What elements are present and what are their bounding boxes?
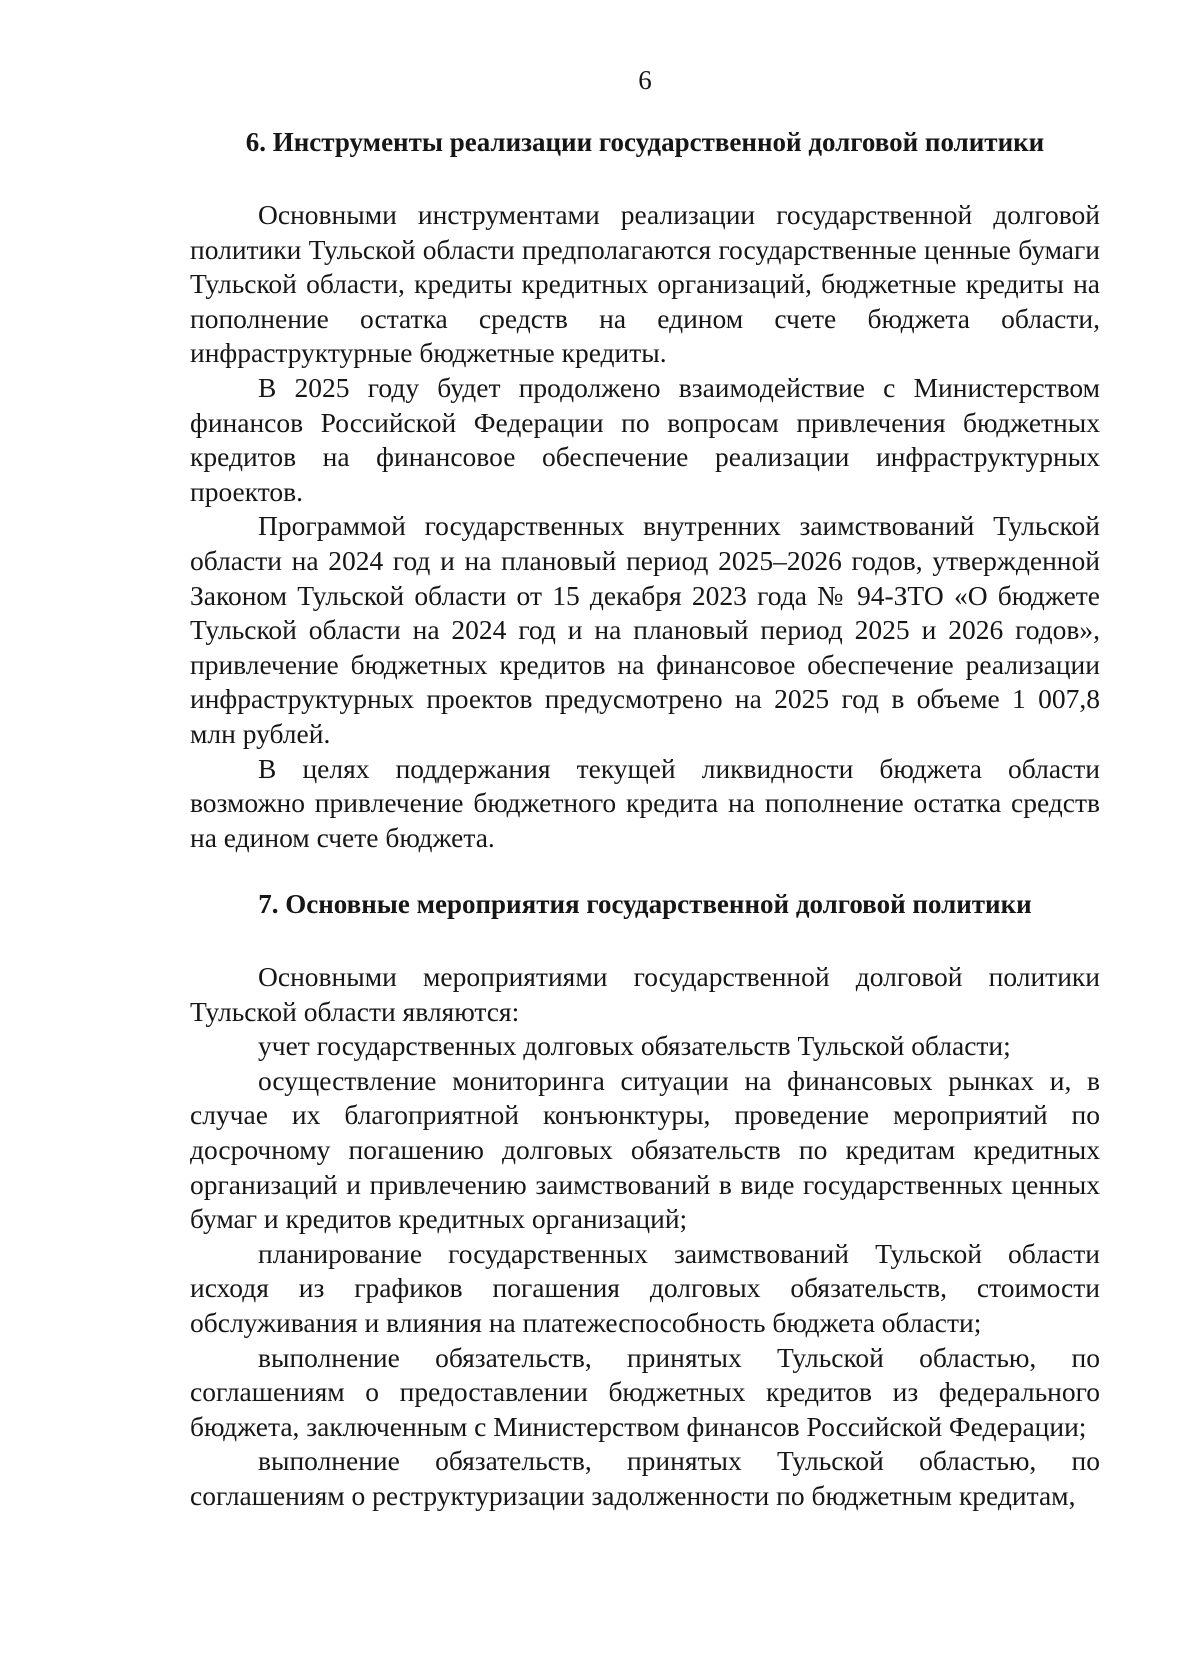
page-number: 6 [638,65,652,95]
section-7-body [190,960,1100,1514]
section-6 [190,124,1100,855]
paragraph: Программой государственных внутренних заимствований Тульской области на 2024 год и на плановый период 2025–2026 годов, утвержденной Законом Тульской области от 15 декабря 2023 года № 94-ЗТО «О бюджете Тульской области на 2024 год и на плановый период 2025 и 2026 годов», привлечение бюджетных кредитов на финансовое обеспечение реализации инфраструктурных проектов предусмотрено на 2025 год в объеме 1 007,8 млн рублей. [190,510,1100,749]
section-7 [190,886,1100,1514]
section-6-heading: 6. Инструменты реализации государственной долговой политики [245,127,1045,157]
paragraph: планирование государственных заимствований Тульской области исходя из графиков погашения долговых обязательств, стоимости обслуживания и влияния на платежеспособность бюджета области; [190,1237,1100,1338]
paragraph: выполнение обязательств, принятых Тульской областью, по соглашениям о предоставлении бюджетных кредитов из федерального бюджета, заключенным с Министерством финансов Российской Федерации; [190,1341,1100,1442]
paragraph: Основными инструментами реализации государственной долговой политики Тульской области предполагаются государственные ценные бумаги Тульской области, кредиты кредитных организаций, бюджетные кредиты на пополнение остатка средств на едином счете бюджета области, инфраструктурные бюджетные кредиты. [190,199,1100,369]
paragraph: В целях поддержания текущей ликвидности бюджета области возможно привлечение бюджетного кредита на пополнение остатка средств на едином счете бюджета. [190,752,1100,853]
paragraph: выполнение обязательств, принятых Тульской областью, по соглашениям о реструктуризации задолженности по бюджетным кредитам, [190,1445,1100,1511]
section-6-body [190,198,1100,855]
paragraph: осуществление мониторинга ситуации на финансовых рынках и, в случае их благоприятной конъюнктуры, проведение мероприятий по досрочному погашению долговых обязательств по кредитам кредитных организаций и привлечению заимствований в виде государственных ценных бумаг и кредитов кредитных организаций; [190,1064,1100,1235]
section-7-heading: 7. Основные мероприятия государственной долговой политики [258,889,1032,919]
paragraph: Основными мероприятиями государственной долговой политики Тульской области являются: [190,961,1100,1027]
paragraph: В 2025 году будет продолжено взаимодействие с Министерством финансов Российской Федерации по вопросам привлечения бюджетных кредитов на финансовое обеспечение реализации инфраструктурных проектов. [190,371,1100,507]
document-page [190,0,1100,1675]
paragraph: учет государственных долговых обязательств Тульской области; [258,1030,1011,1062]
